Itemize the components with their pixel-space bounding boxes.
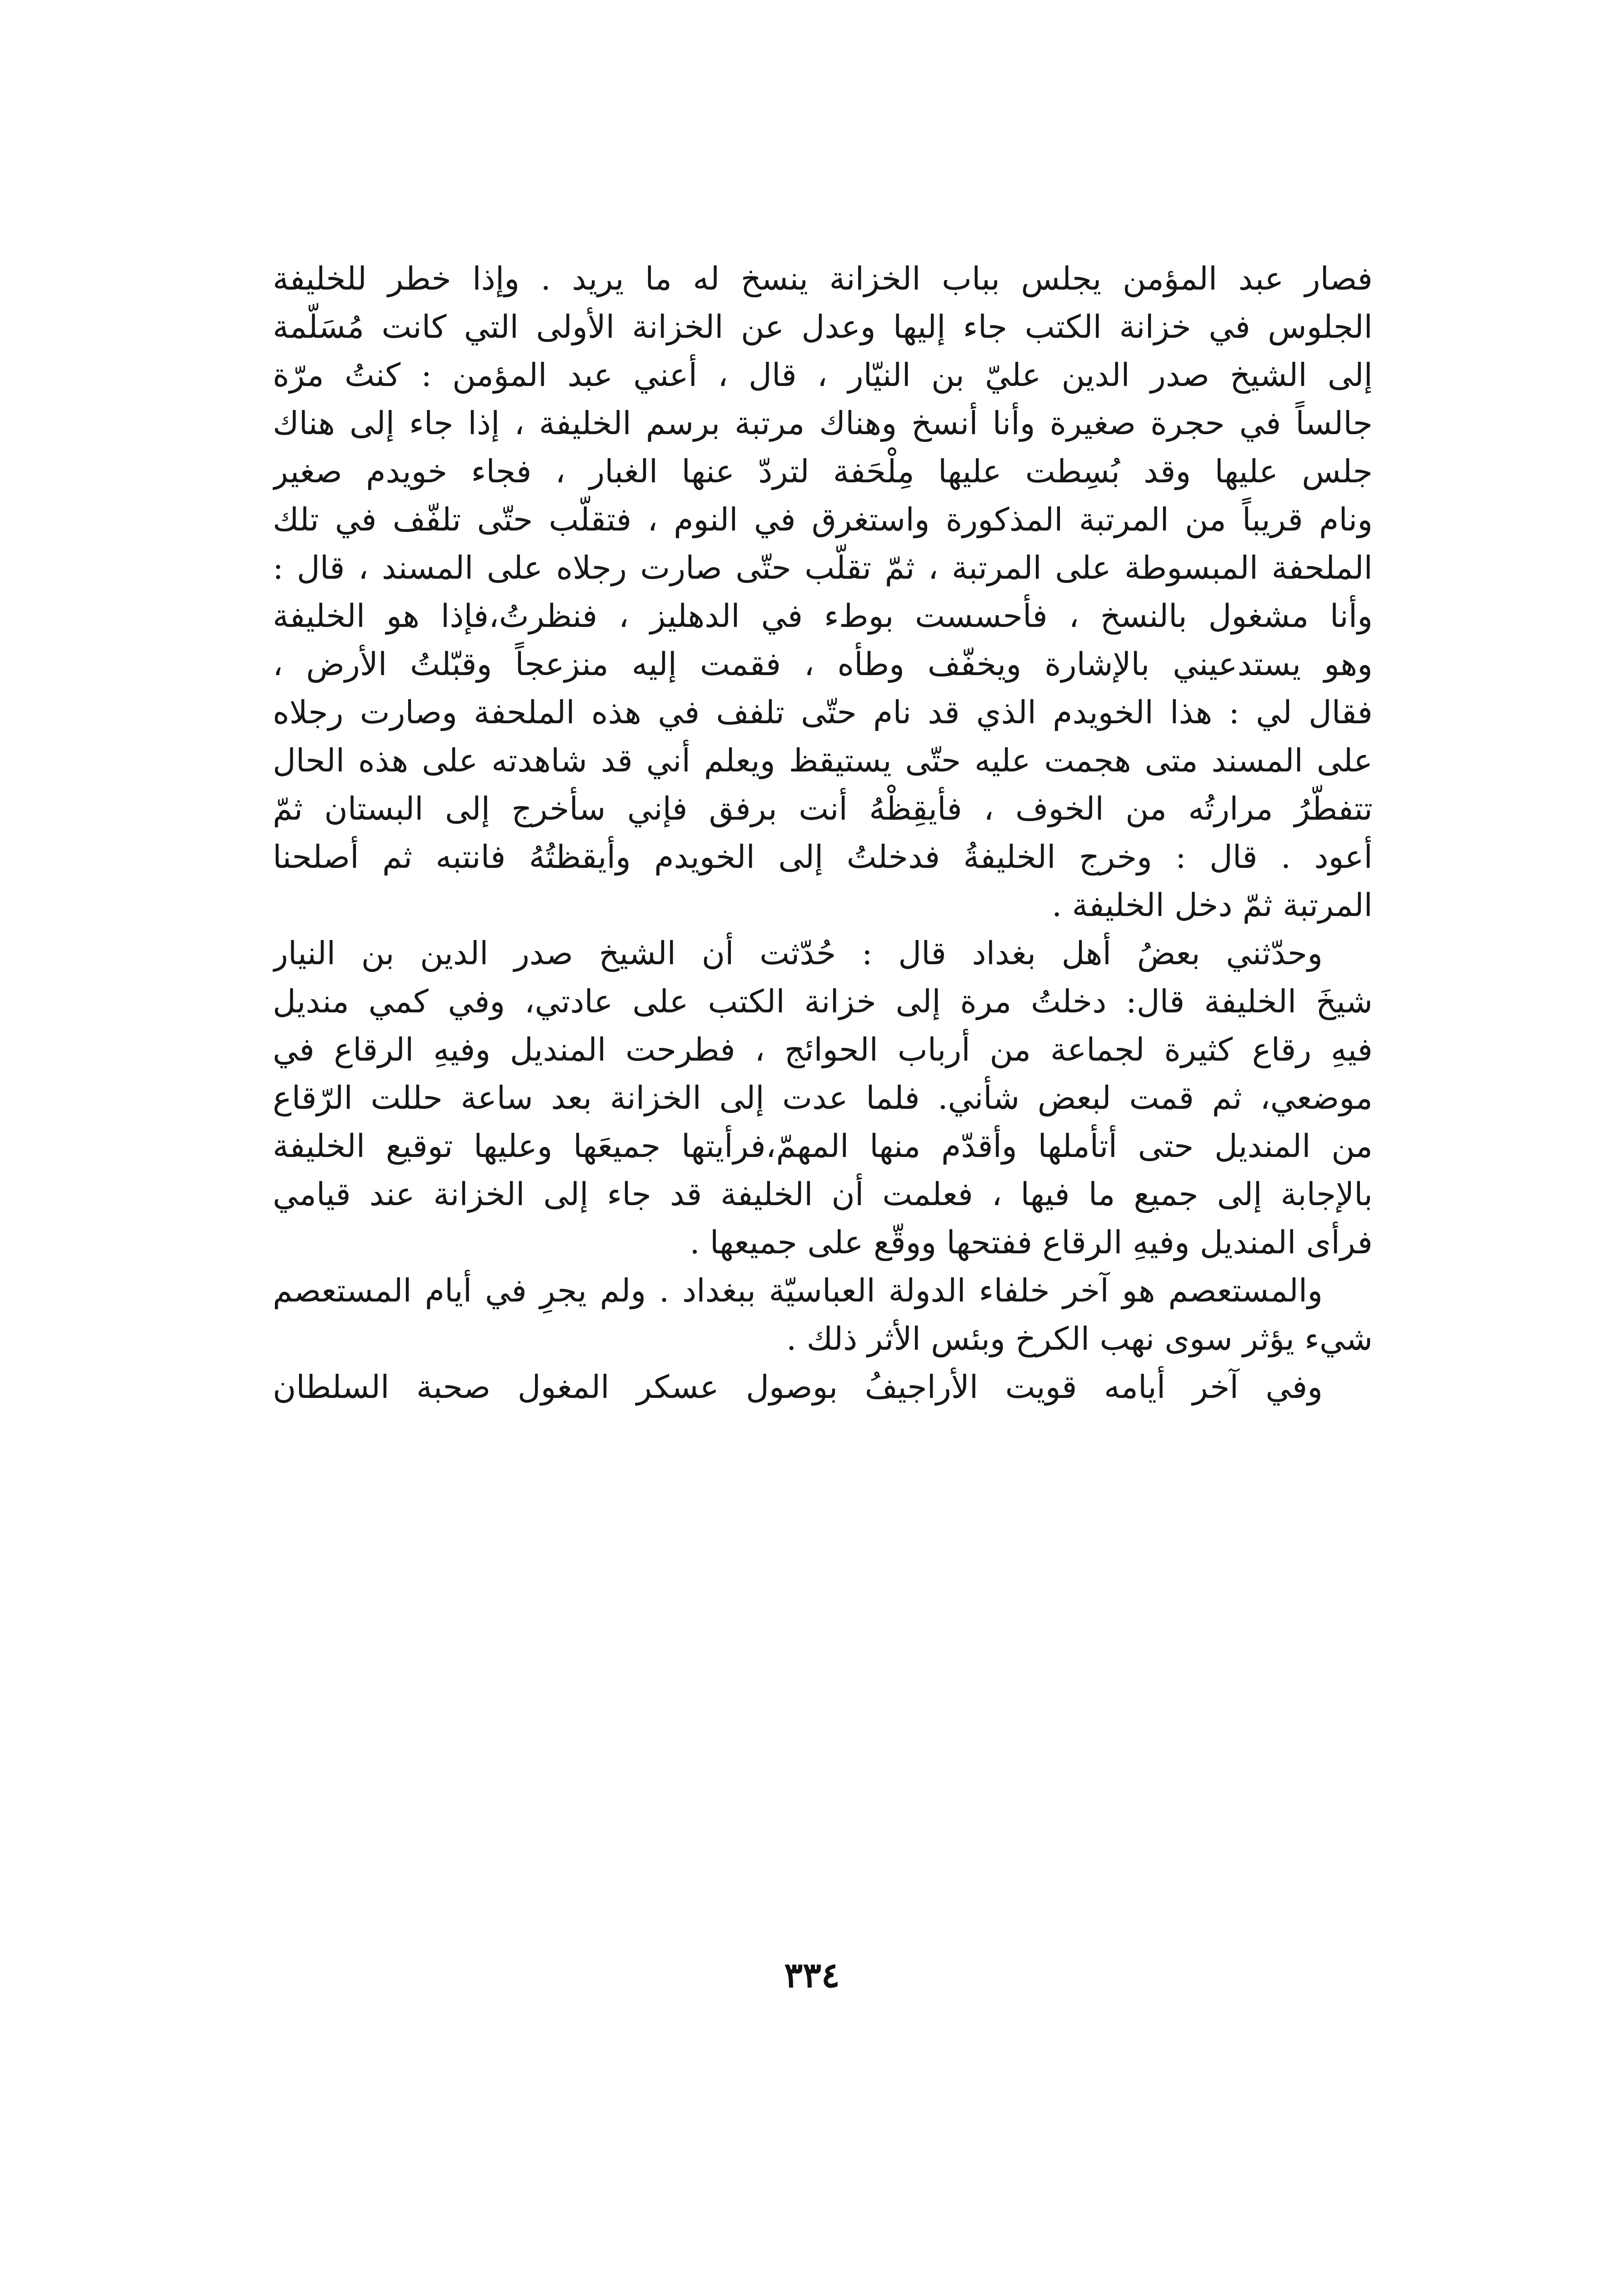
text-line: تتفطّرُ مرارتُه من الخوف ، فأيقِظْهُ أنت برفق فإني سأخرج إلى البستان ثمّ	[273, 790, 1373, 827]
text-line: من المنديل حتى أتأملها وأقدّم منها المهمّ،فرأيتها جميعَها وعليها توقيع الخليفة	[273, 1127, 1373, 1165]
paragraph-4	[273, 1363, 1373, 1411]
paragraph-3	[273, 1267, 1373, 1363]
text-line: بالإجابة إلى جميع ما فيها ، فعلمت أن الخليفة قد جاء إلى الخزانة عند قيامي	[273, 1176, 1373, 1213]
text-line: موضعي، ثم قمت لبعض شأني. فلما عدت إلى الخزانة بعد ساعة حللت الرّقاع	[273, 1079, 1373, 1116]
text-line: شيخَ الخليفة قال: دخلتُ مرة إلى خزانة الكتب على عادتي، وفي كمي منديل	[273, 983, 1373, 1020]
text-line: ونام قريباً من المرتبة المذكورة واستغرق في النوم ، فتقلّب حتّى تلفّف في تلك	[273, 501, 1373, 538]
text-line: وأنا مشغول بالنسخ ، فأحسست بوطء في الدهليز ، فنظرتُ،فإذا هو الخليفة	[273, 597, 1373, 635]
paragraph-2	[273, 929, 1373, 1267]
text-line: جالساً في حجرة صغيرة وأنا أنسخ وهناك مرتبة برسم الخليفة ، إذا جاء إلى هناك	[273, 405, 1373, 442]
text-line: وحدّثني بعضُ أهل بغداد قال : حُدّثت أن الشيخ صدر الدين بن النيار	[273, 935, 1323, 972]
page-number: ٣٣٤	[784, 1955, 840, 1995]
text-line: فرأى المنديل وفيهِ الرقاع ففتحها ووقّع على جميعها .	[690, 1224, 1373, 1261]
body-text	[273, 255, 1373, 1411]
text-line: الملحفة المبسوطة على المرتبة ، ثمّ تقلّب حتّى صارت رجلاه على المسند ، قال :	[273, 549, 1373, 586]
text-line: وفي آخر أيامه قويت الأراجيفُ بوصول عسكر المغول صحبة السلطان	[273, 1368, 1323, 1406]
text-line: شيء يؤثر سوى نهب الكرخ وبئس الأثر ذلك .	[786, 1320, 1373, 1357]
text-line: جلس عليها وقد بُسِطت عليها مِلْحَفة لتردّ عنها الغبار ، فجاء خويدم صغير	[273, 453, 1373, 490]
text-line: إلى الشيخ صدر الدين عليّ بن النيّار ، قال ، أعني عبد المؤمن : كنتُ مرّة	[273, 356, 1373, 394]
paragraph-1	[273, 255, 1373, 929]
text-line: والمستعصم هو آخر خلفاء الدولة العباسيّة ببغداد . ولم يجرِ في أيام المستعصم	[273, 1272, 1323, 1309]
text-line: الجلوس في خزانة الكتب جاء إليها وعدل عن الخزانة الأولى التي كانت مُسَلَّمة	[273, 308, 1373, 345]
text-line: أعود . قال : وخرج الخليفةُ فدخلتُ إلى الخويدم وأيقظتُهُ فانتبه ثم أصلحنا	[273, 838, 1373, 876]
text-line: فيهِ رقاع كثيرة لجماعة من أرباب الحوائج ، فطرحت المنديل وفيهِ الرقاع في	[273, 1031, 1373, 1068]
text-line: وهو يستدعيني بالإشارة ويخفّف وطأه ، فقمت إليه منزعجاً وقبّلتُ الأرض ،	[273, 646, 1373, 683]
text-line: فصار عبد المؤمن يجلس بباب الخزانة ينسخ له ما يريد . وإذا خطر للخليفة	[273, 260, 1373, 297]
text-line: فقال لي : هذا الخويدم الذي قد نام حتّى تلفف في هذه الملحفة وصارت رجلاه	[273, 694, 1373, 731]
text-line: المرتبة ثمّ دخل الخليفة .	[1052, 886, 1373, 924]
text-line: على المسند متى هجمت عليه حتّى يستيقظ ويعلم أني قد شاهدته على هذه الحال	[273, 742, 1373, 779]
